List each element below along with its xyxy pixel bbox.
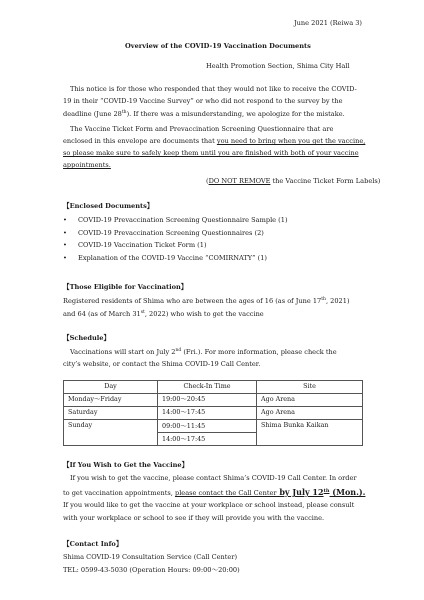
intro-line: 19 in their “COVID-19 Vaccine Survey” or who did not respond to the survey by the xyxy=(63,97,343,105)
getvaccine-line: with your workplace or school to see if they will provide you with the vaccine. xyxy=(63,514,325,522)
eligible-heading: 【Those Eligible for Vaccination】 xyxy=(63,283,188,291)
intro-line: The Vaccine Ticket Form and Prevaccination Screening Questionnaire that are xyxy=(70,125,334,133)
eligible-line: Registered residents of Shima who are between the ages of 16 (as of June 17th, 2021) xyxy=(63,297,350,306)
schedule-line: city’s website, or contact the Shima COVID-19 Call Center. xyxy=(63,360,261,368)
table-row xyxy=(64,407,363,420)
intro-line: enclosed in this envelope are documents that you need to bring when you get the vaccine, xyxy=(63,137,366,145)
site-cell: Ago Arena xyxy=(257,394,363,407)
time-cell xyxy=(158,420,257,446)
time-slot: 09:00〜11:45 xyxy=(162,422,206,430)
column-header-day: Day xyxy=(64,381,158,394)
getvaccine-line: If you would like to get the vaccine at your workplace or school instead, please consult xyxy=(63,501,355,509)
label-note: (DO NOT REMOVE the Vaccine Ticket Form Labels) xyxy=(206,177,381,185)
enclosed-heading: 【Enclosed Documents】 xyxy=(63,202,154,210)
getvaccine-line: If you wish to get the vaccine, please contact Shima’s COVID-19 Call Center. In order xyxy=(70,474,357,482)
day-cell: Monday〜Friday xyxy=(64,394,158,407)
column-header-site: Site xyxy=(257,381,363,394)
time-slot: 14:00〜17:45 xyxy=(158,432,256,445)
schedule-table xyxy=(63,380,363,446)
list-item: • COVID-19 Prevaccination Screening Questionnaire Sample (1) xyxy=(63,217,288,230)
getvaccine-line: to get vaccination appointments, please contact the Call Center by July 12th (Mon.). xyxy=(63,487,366,497)
list-item: • COVID-19 Vaccination Ticket Form (1) xyxy=(63,242,288,255)
list-item: • COVID-19 Prevaccination Screening Questionnaires (2) xyxy=(63,230,288,243)
contact-phone: TEL: 0599-43-5030 (Operation Hours: 09:00〜20:00) xyxy=(63,566,240,574)
sender-department: Health Promotion Section, Shima City Hall xyxy=(206,62,350,70)
schedule-line: Vaccinations will start on July 2nd (Fri.). For more information, please check the xyxy=(70,348,337,357)
day-cell: Saturday xyxy=(64,407,158,420)
intro-line-underlined: appointments. xyxy=(63,161,111,169)
getvaccine-heading: 【If You Wish to Get the Vaccine】 xyxy=(63,461,189,469)
document-title: Overview of the COVID-19 Vaccination Documents xyxy=(125,42,311,50)
table-header-row xyxy=(64,381,363,394)
table-row xyxy=(64,420,363,446)
schedule-heading: 【Schedule】 xyxy=(63,334,111,342)
contact-line: Shima COVID-19 Consultation Service (Call Center) xyxy=(63,553,238,561)
site-cell: Ago Arena xyxy=(257,407,363,420)
site-cell: Shima Bunka Kaikan xyxy=(257,420,363,446)
contact-heading: 【Contact Info】 xyxy=(63,540,123,548)
enclosed-list xyxy=(63,217,288,267)
document-date: June 2021 (Reiwa 3) xyxy=(294,19,362,27)
list-item: • Explanation of the COVID-19 Vaccine “COMIRNATY” (1) xyxy=(63,255,288,268)
day-cell: Sunday xyxy=(64,420,158,446)
intro-line: deadline (June 28th). If there was a misunderstanding, we apologize for the mistake. xyxy=(63,110,345,119)
table-row xyxy=(64,394,363,407)
column-header-time: Check-In Time xyxy=(158,381,257,394)
intro-line-underlined: so please make sure to safely keep them until you are finished with both of your vaccine xyxy=(63,149,359,157)
time-cell: 19:00〜20:45 xyxy=(158,394,257,407)
eligible-line: and 64 (as of March 31st, 2022) who wish to get the vaccine xyxy=(63,310,264,319)
intro-line: This notice is for those who responded that they would not like to receive the COVID- xyxy=(70,85,357,93)
time-cell: 14:00〜17:45 xyxy=(158,407,257,420)
